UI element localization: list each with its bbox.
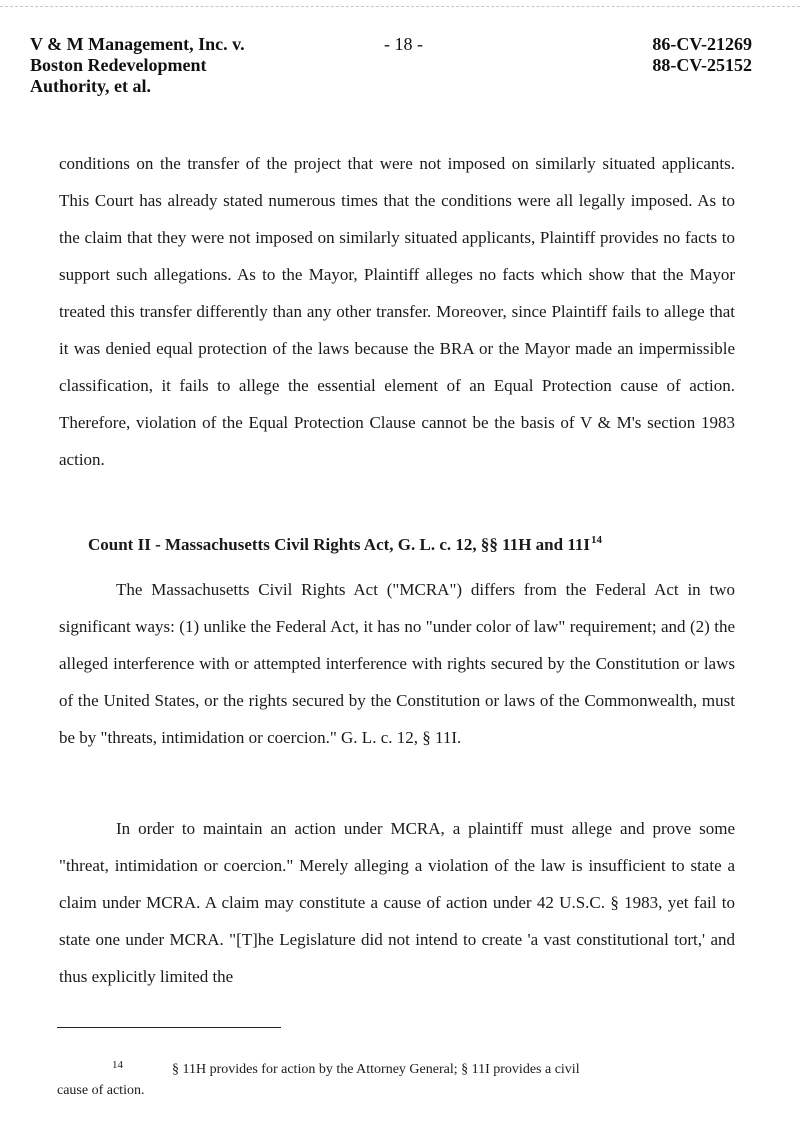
footnote-marker: 14: [112, 1059, 123, 1071]
case-number: 86-CV-21269: [652, 34, 752, 54]
footnote-reference[interactable]: 14: [591, 534, 603, 546]
section-heading-text: Count II - Massachusetts Civil Rights Act, G. L. c. 12, §§ 11H and 11I: [88, 535, 591, 554]
paragraph-mcra-threat: In order to maintain an action under MCRA, a plaintiff must allege and prove some "threat, intimidation or coercion." Merely alleging a violation of the law is insufficient to state a claim under MCRA. A claim may constitute a cause of action under 42 U.S.C. § 1983, yet fail to state one under MCRA. "[T]he Legislature did not intend to create 'a vast constitutional tort,' and thus explicitly limited the: [59, 819, 735, 986]
page-edge: [0, 6, 800, 7]
case-caption-line: V & M Management, Inc. v.: [30, 34, 245, 54]
paragraph-equal-protection: conditions on the transfer of the project that were not imposed on similarly situated applicants. This Court has already stated numerous times that the conditions were all legally imposed. As to the claim that they were not imposed on similarly situated applicants, Plaintiff provides no facts to support such allegations. As to the Mayor, Plaintiff alleges no facts which show that the Mayor treated this transfer differently than any other transfer. Moreover, since Plaintiff fails to allege that it was denied equal protection of the laws because the BRA or the Mayor made an impermissible classification, it fails to allege the essential element of an Equal Protection cause of action. Therefore, violation of the Equal Protection Clause cannot be the basis of V & M's section 1983 action.: [59, 154, 735, 469]
case-numbers: [652, 34, 752, 76]
footnote-text: § 11H provides for action by the Attorney General; § 11I provides a civil: [172, 1062, 580, 1077]
case-caption: [30, 34, 330, 97]
case-number: 88-CV-25152: [652, 55, 752, 75]
case-caption-line: Boston Redevelopment: [30, 55, 207, 75]
footnote-text-continued: cause of action.: [57, 1083, 145, 1098]
paragraph-mcra-differences: The Massachusetts Civil Rights Act ("MCRA") differs from the Federal Act in two significant ways: (1) unlike the Federal Act, it has no "under color of law" requirement; and (2) the alleged interference with or attempted interference with rights secured by the Constitution or laws of the United States, or the rights secured by the Constitution or laws of the Commonwealth, must be by "threats, intimidation or coercion." G. L. c. 12, § 11I.: [59, 580, 735, 747]
section-heading: [88, 528, 748, 557]
footnote: [57, 1055, 717, 1101]
page-number: - 18 -: [384, 34, 423, 54]
case-caption-line: Authority, et al.: [30, 76, 151, 96]
footnote-divider: [57, 1027, 281, 1028]
